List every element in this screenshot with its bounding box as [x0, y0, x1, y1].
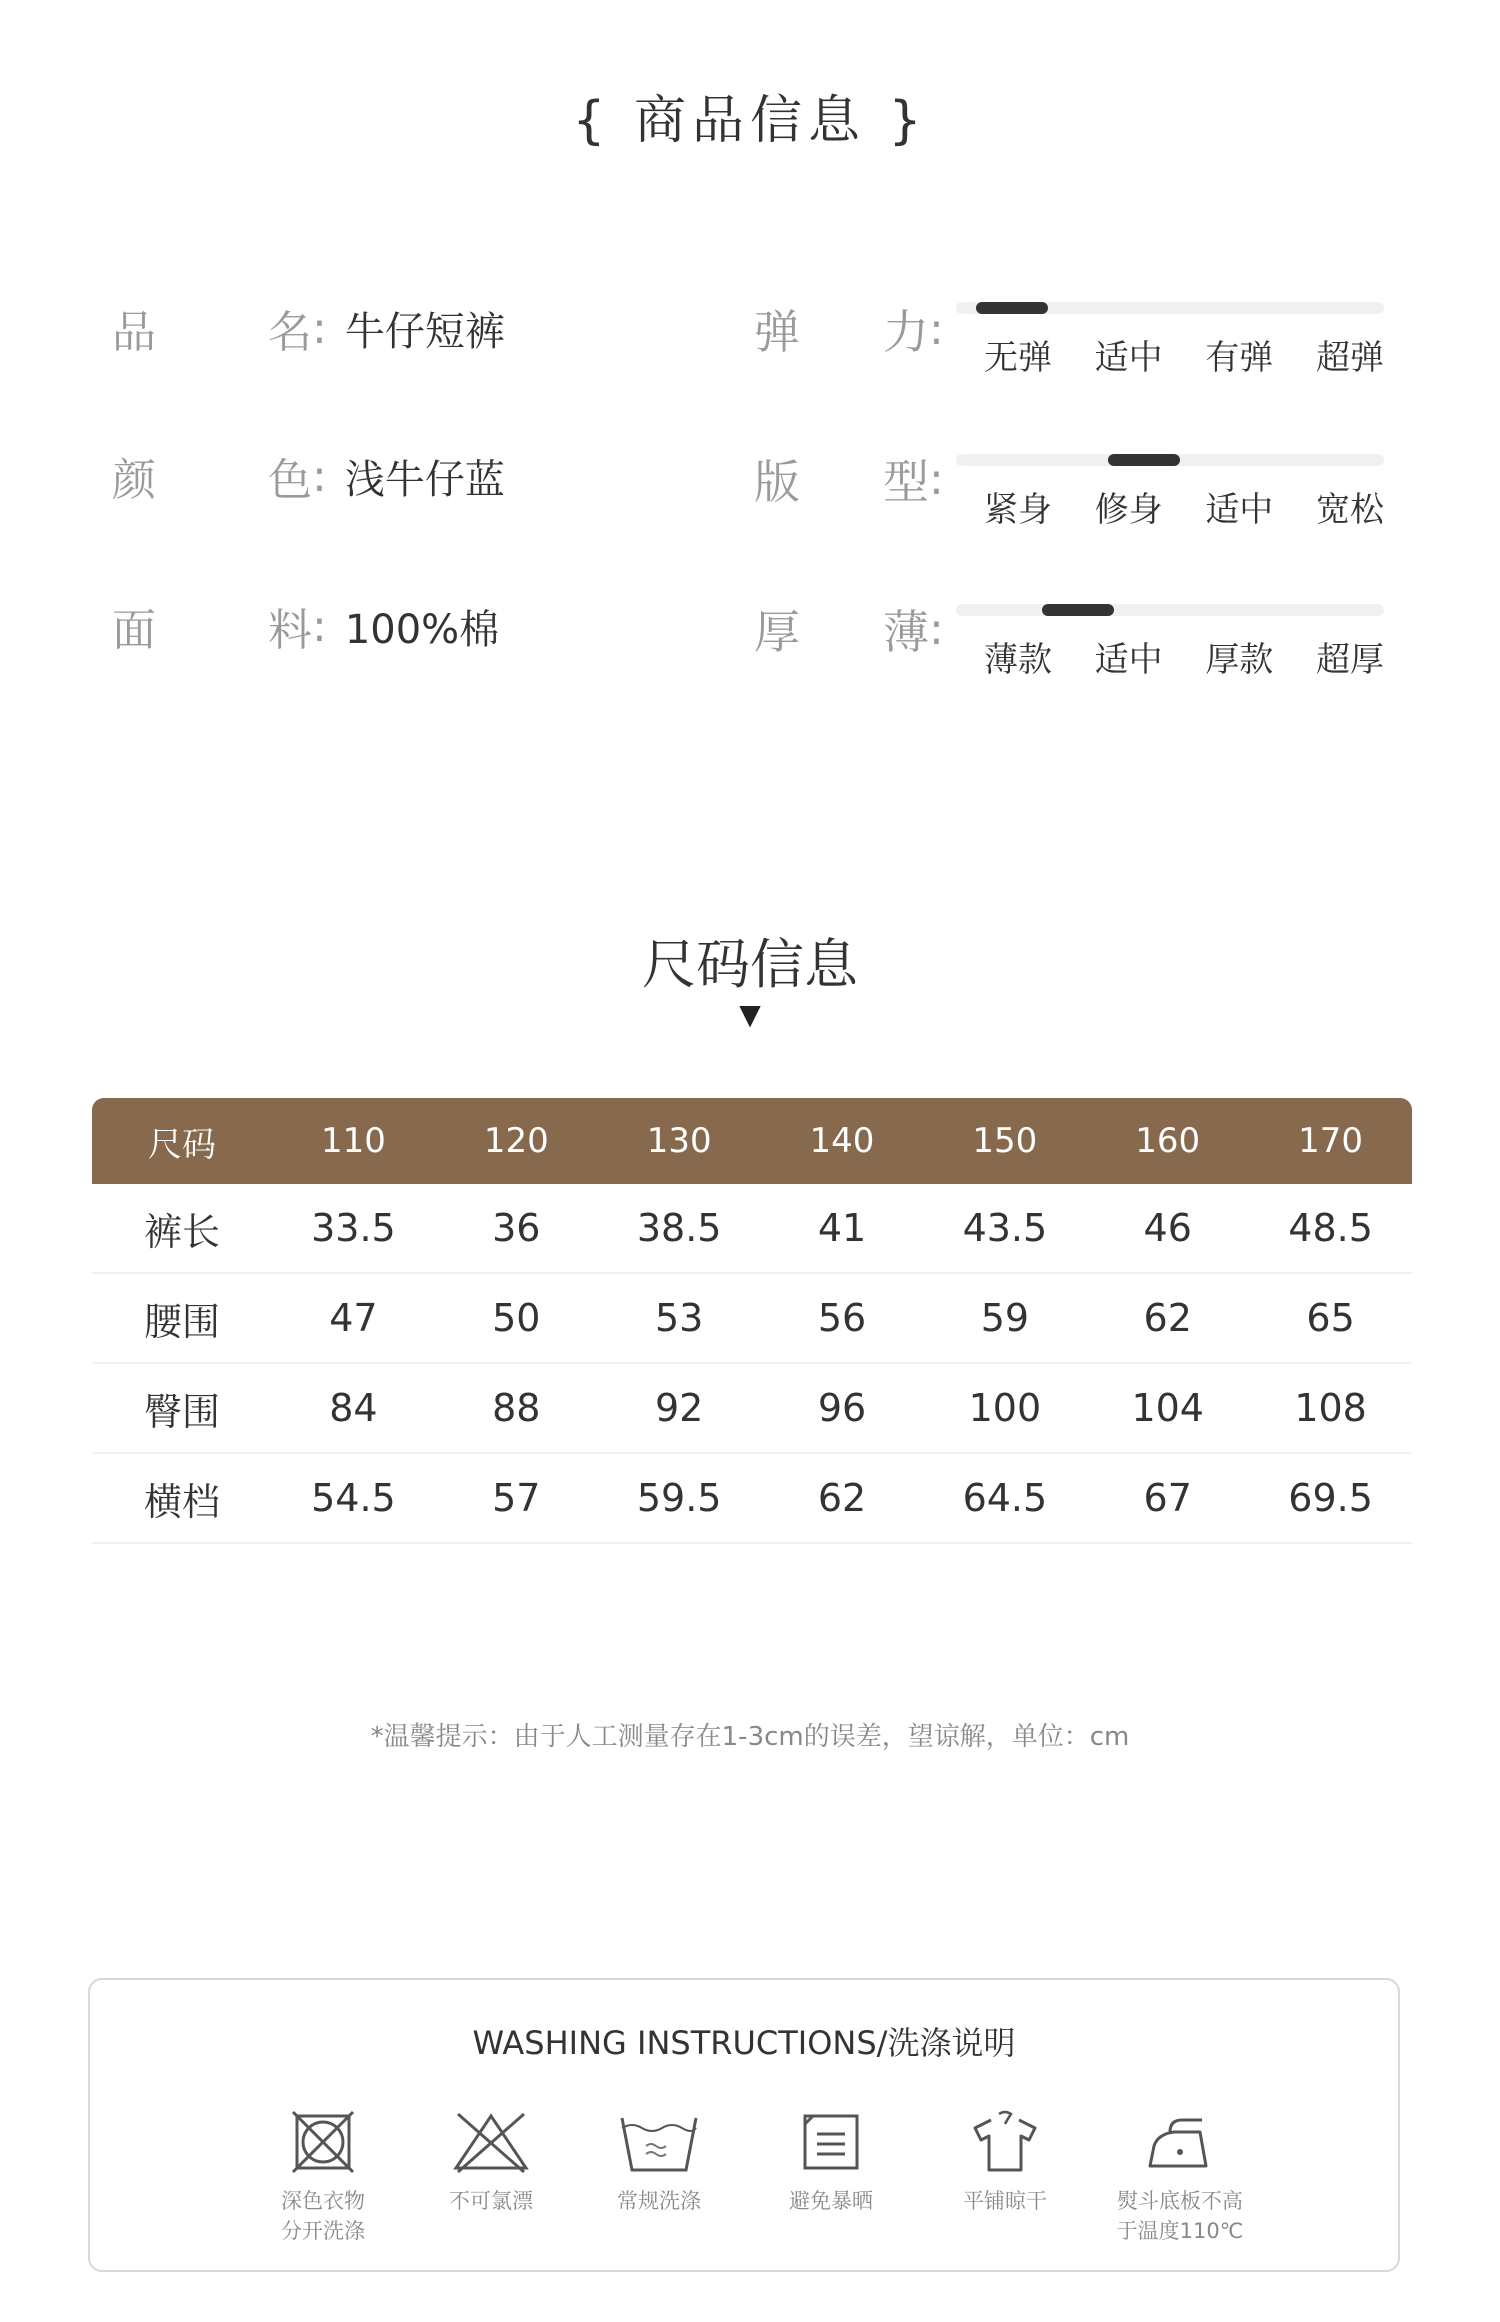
wash-caption-line: 平铺晾干	[963, 2189, 1047, 2213]
rating-thickness	[754, 596, 944, 662]
table-cell: 47	[329, 1296, 378, 1340]
rating-options-elasticity	[984, 330, 1384, 379]
rating-option: 无弹	[984, 338, 1052, 378]
rating-label-char: 厚	[754, 605, 800, 659]
row-label: 横档	[143, 1479, 220, 1524]
rating-option: 超厚	[1315, 640, 1384, 680]
table-row	[92, 1364, 1412, 1454]
table-cell: 50	[492, 1296, 541, 1340]
table-cell: 108	[1294, 1386, 1367, 1430]
shade-dry-icon	[795, 2106, 867, 2178]
rating-option: 适中	[1094, 640, 1163, 680]
attr-row-name	[112, 296, 505, 360]
wash-caption	[1090, 2186, 1270, 2246]
rating-label-char: 薄	[883, 605, 929, 659]
wash-item-regular-wash	[584, 2106, 734, 2216]
down-arrow-icon: ▼	[739, 998, 761, 1031]
no-bleach-icon	[448, 2106, 534, 2178]
size-table-header	[92, 1098, 1412, 1184]
attr-value-fabric: 100%棉	[344, 606, 500, 653]
attr-colon: :	[929, 453, 944, 505]
wash-caption	[584, 2186, 734, 2216]
wash-caption-line: 熨斗底板不高	[1117, 2189, 1243, 2213]
table-cell: 59	[980, 1296, 1030, 1340]
rating-label-thickness	[754, 596, 929, 662]
attr-colon: :	[929, 603, 944, 655]
rating-label-char: 版	[754, 455, 800, 509]
rating-option: 紧身	[984, 490, 1052, 530]
attr-colon: :	[312, 600, 327, 652]
table-cell: 48.5	[1288, 1206, 1373, 1250]
wash-caption	[416, 2186, 566, 2216]
table-cell: 46	[1143, 1206, 1192, 1250]
rating-option: 超弹	[1315, 338, 1384, 378]
attr-label-char: 面	[112, 605, 156, 656]
wash-tub-icon	[616, 2106, 702, 2178]
table-cell: 33.5	[311, 1206, 396, 1250]
row-label: 裤长	[143, 1209, 220, 1254]
table-cell: 38.5	[636, 1206, 722, 1250]
table-cell: 84	[329, 1386, 378, 1430]
header-cell: 160	[1135, 1121, 1201, 1161]
attr-colon: :	[312, 302, 327, 354]
washing-instructions-box	[88, 1978, 1400, 2272]
rating-track-fit	[956, 454, 1384, 466]
table-cell: 36	[492, 1206, 541, 1250]
attr-label-char: 品	[112, 307, 156, 358]
wash-item-dark-separate	[248, 2106, 398, 2246]
table-cell: 56	[817, 1296, 867, 1340]
table-cell: 41	[817, 1206, 867, 1250]
attr-label-char: 颜	[112, 455, 156, 506]
washing-title: WASHING INSTRUCTIONS/洗涤说明	[472, 2024, 1016, 2062]
table-cell: 54.5	[311, 1476, 396, 1520]
attr-label-char: 料	[268, 605, 312, 656]
table-cell: 92	[654, 1386, 704, 1430]
table-cell: 104	[1131, 1386, 1204, 1430]
wash-caption-line: 深色衣物	[281, 2189, 365, 2213]
wash-caption-line: 分开洗涤	[281, 2219, 365, 2243]
attr-row-color	[112, 444, 505, 508]
rating-knob	[976, 302, 1048, 314]
flat-dry-icon	[965, 2106, 1045, 2178]
rating-label-fit	[754, 446, 929, 512]
attr-value-name: 牛仔短裤	[344, 308, 505, 355]
product-info-title: { 商品信息 }	[572, 91, 928, 151]
table-row	[92, 1454, 1412, 1544]
wash-caption-line: 于温度110℃	[1116, 2219, 1244, 2243]
table-cell: 64.5	[962, 1476, 1048, 1520]
row-label: 臀围	[143, 1389, 220, 1434]
table-cell: 65	[1306, 1296, 1355, 1340]
table-cell: 59.5	[636, 1476, 722, 1520]
wash-caption-line: 避免暴晒	[789, 2189, 873, 2213]
rating-label-char: 力	[883, 305, 929, 359]
rating-label-elasticity	[754, 296, 929, 362]
size-info-title: 尺码信息	[642, 933, 858, 996]
rating-label-row	[754, 296, 944, 362]
table-cell: 62	[817, 1476, 867, 1520]
table-cell: 96	[817, 1386, 867, 1430]
rating-knob	[1108, 454, 1180, 466]
table-row	[92, 1184, 1412, 1274]
no-tumble-icon	[287, 2106, 359, 2178]
rating-track-elasticity	[956, 302, 1384, 314]
rating-label-row	[754, 596, 944, 662]
attr-label-char: 色	[268, 455, 312, 506]
attr-value-color: 浅牛仔蓝	[344, 456, 505, 503]
rating-option: 适中	[1094, 338, 1163, 378]
table-cell: 88	[492, 1386, 541, 1430]
rating-label-char: 型	[883, 455, 929, 509]
rating-option: 宽松	[1315, 490, 1384, 530]
wash-item-shade-dry	[756, 2106, 906, 2216]
rating-label-row	[754, 446, 944, 512]
wash-caption	[756, 2186, 906, 2216]
header-cell: 140	[809, 1121, 875, 1161]
table-cell: 100	[968, 1386, 1042, 1430]
rating-option: 厚款	[1205, 640, 1274, 680]
wash-caption	[248, 2186, 398, 2246]
attr-label-char: 名	[268, 307, 312, 358]
wash-item-no-bleach	[416, 2106, 566, 2216]
rating-knob	[1042, 604, 1114, 616]
rating-track-thickness	[956, 604, 1384, 616]
rating-options-fit	[984, 482, 1384, 531]
table-cell: 43.5	[962, 1206, 1048, 1250]
table-cell: 62	[1143, 1296, 1192, 1340]
size-table	[92, 1098, 1412, 1544]
wash-caption-line: 常规洗涤	[617, 2189, 701, 2213]
rating-option: 修身	[1094, 490, 1163, 530]
measurement-note: *温馨提示：由于人工测量存在1-3cm的误差，望谅解，单位：cm	[370, 1722, 1130, 1752]
wash-caption-line: 不可氯漂	[449, 2189, 533, 2213]
header-cell: 150	[972, 1121, 1038, 1161]
header-cell: 110	[320, 1121, 386, 1161]
attr-label-color	[112, 444, 312, 508]
header-cell: 130	[646, 1121, 712, 1161]
table-cell: 57	[492, 1476, 541, 1520]
attr-row-fabric	[112, 594, 499, 658]
header-cell: 尺码	[148, 1124, 216, 1165]
row-label: 腰围	[143, 1299, 220, 1344]
table-cell: 69.5	[1288, 1476, 1373, 1520]
rating-option: 有弹	[1205, 338, 1274, 378]
attr-label-name	[112, 296, 312, 360]
rating-label-char: 弹	[754, 305, 800, 359]
table-row	[92, 1274, 1412, 1364]
header-cell: 120	[483, 1121, 549, 1161]
rating-option: 薄款	[984, 640, 1052, 680]
table-cell: 53	[654, 1296, 704, 1340]
iron-icon	[1140, 2106, 1220, 2178]
attr-colon: :	[929, 303, 944, 355]
rating-elasticity	[754, 296, 944, 362]
attr-colon: :	[312, 450, 327, 502]
rating-fit	[754, 446, 944, 512]
attr-label-fabric	[112, 594, 312, 658]
header-cell: 170	[1298, 1121, 1364, 1161]
rating-options-thickness	[984, 632, 1384, 681]
wash-item-iron-low	[1090, 2106, 1270, 2246]
wash-item-flat-dry	[930, 2106, 1080, 2216]
wash-caption	[930, 2186, 1080, 2216]
table-cell: 67	[1143, 1476, 1192, 1520]
rating-option: 适中	[1205, 490, 1274, 530]
